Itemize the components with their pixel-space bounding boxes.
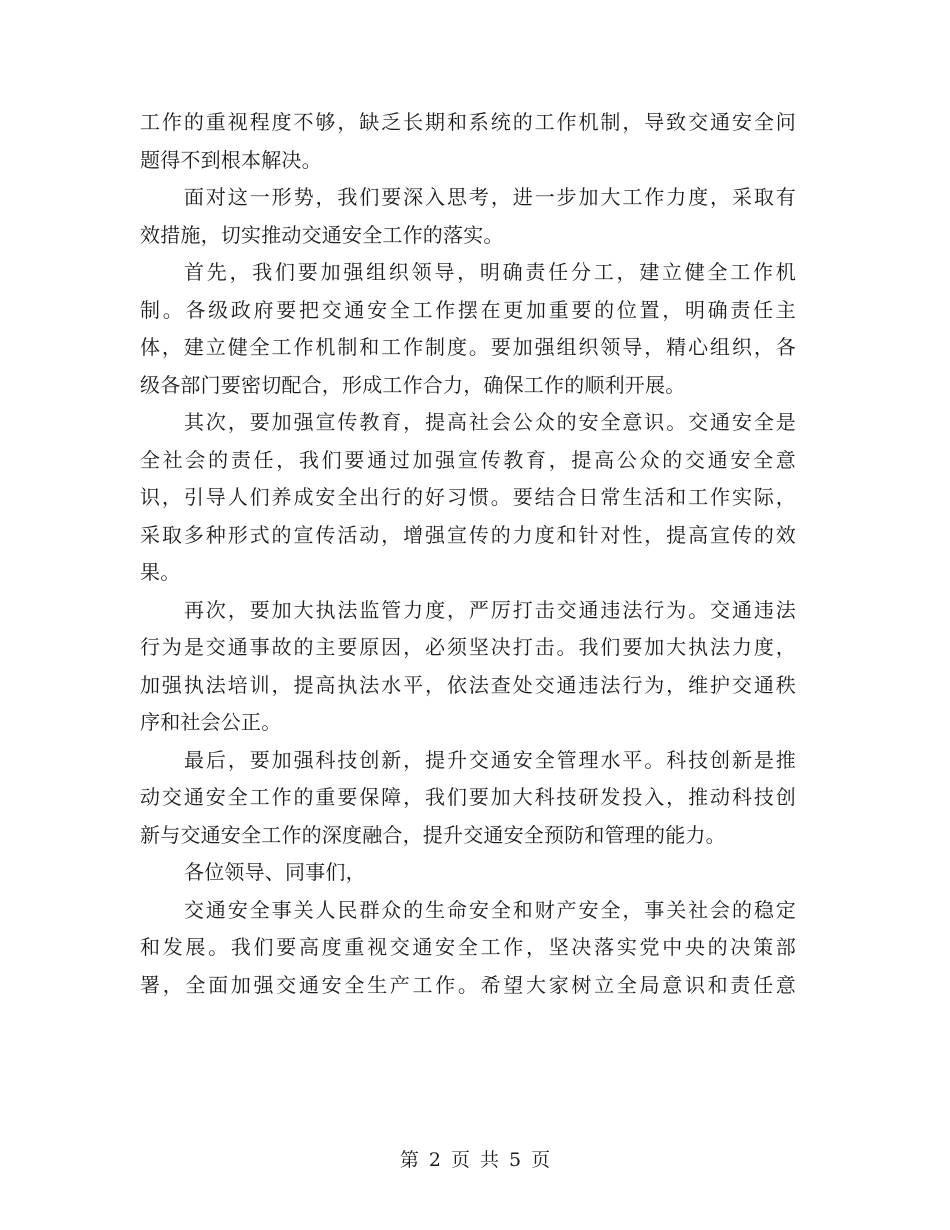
text-line: 采取多种形式的宣传活动，增强宣传的力度和针对性，提高宣传的效 — [140, 522, 796, 547]
text-line: 题得不到根本解决。 — [140, 147, 322, 172]
text-line: 行为是交通事故的主要原因，必须坚决打击。我们要加大执法力度， — [140, 635, 796, 659]
text-line: 各位领导、同事们， — [184, 860, 366, 884]
text-line: 效措施，切实推动交通安全工作的落实。 — [140, 222, 504, 247]
text-line: 再次，要加大执法监管力度，严厉打击交通违法行为。交通违法 — [184, 597, 796, 622]
text-line: 动交通安全工作的重要保障，我们要加大科技研发投入，推动科技创 — [140, 785, 796, 809]
text-line: 制。各级政府要把交通安全工作摆在更加重要的位置，明确责任主 — [140, 297, 796, 322]
text-line: 识，引导人们养成安全出行的好习惯。要结合日常生活和工作实际， — [140, 485, 796, 509]
text-line: 全社会的责任，我们要通过加强宣传教育，提高公众的交通安全意 — [140, 447, 796, 472]
text-line: 级各部门要密切配合，形成工作合力，确保工作的顺利开展。 — [140, 372, 686, 397]
paragraph — [140, 742, 796, 855]
text-line: 最后，要加强科技创新，提升交通安全管理水平。科技创新是推 — [184, 747, 796, 772]
paragraph — [140, 404, 796, 592]
text-line: 工作的重视程度不够，缺乏长期和系统的工作机制，导致交通安全问 — [140, 110, 796, 134]
page-number: 第 2 页 共 5 页 — [399, 1149, 551, 1171]
text-line: 加强执法培训，提高执法水平，依法查处交通违法行为，维护交通秩 — [140, 672, 796, 697]
text-line: 其次，要加强宣传教育，提高社会公众的安全意识。交通安全是 — [184, 410, 796, 434]
paragraph — [140, 104, 796, 179]
text-line: 序和社会公正。 — [140, 710, 282, 734]
text-line: 首先，我们要加强组织领导，明确责任分工，建立健全工作机 — [184, 260, 796, 284]
text-line: 面对这一形势，我们要深入思考，进一步加大工作力度，采取有 — [184, 185, 796, 209]
paragraph — [140, 179, 796, 254]
text-line: 和发展。我们要高度重视交通安全工作，坚决落实党中央的决策部 — [140, 935, 796, 959]
text-line: 新与交通安全工作的深度融合，提升交通安全预防和管理的能力。 — [140, 822, 726, 847]
paragraph — [140, 592, 796, 742]
paragraph — [140, 892, 796, 1005]
text-line: 交通安全事关人民群众的生命安全和财产安全，事关社会的稳定 — [184, 897, 796, 922]
document-body — [140, 104, 796, 1004]
text-line: 果。 — [140, 560, 181, 584]
paragraph — [140, 854, 796, 892]
paragraph — [140, 254, 796, 404]
text-line: 署，全面加强交通安全生产工作。希望大家树立全局意识和责任意 — [140, 972, 796, 997]
text-line: 体，建立健全工作机制和工作制度。要加强组织领导，精心组织，各 — [140, 335, 796, 359]
